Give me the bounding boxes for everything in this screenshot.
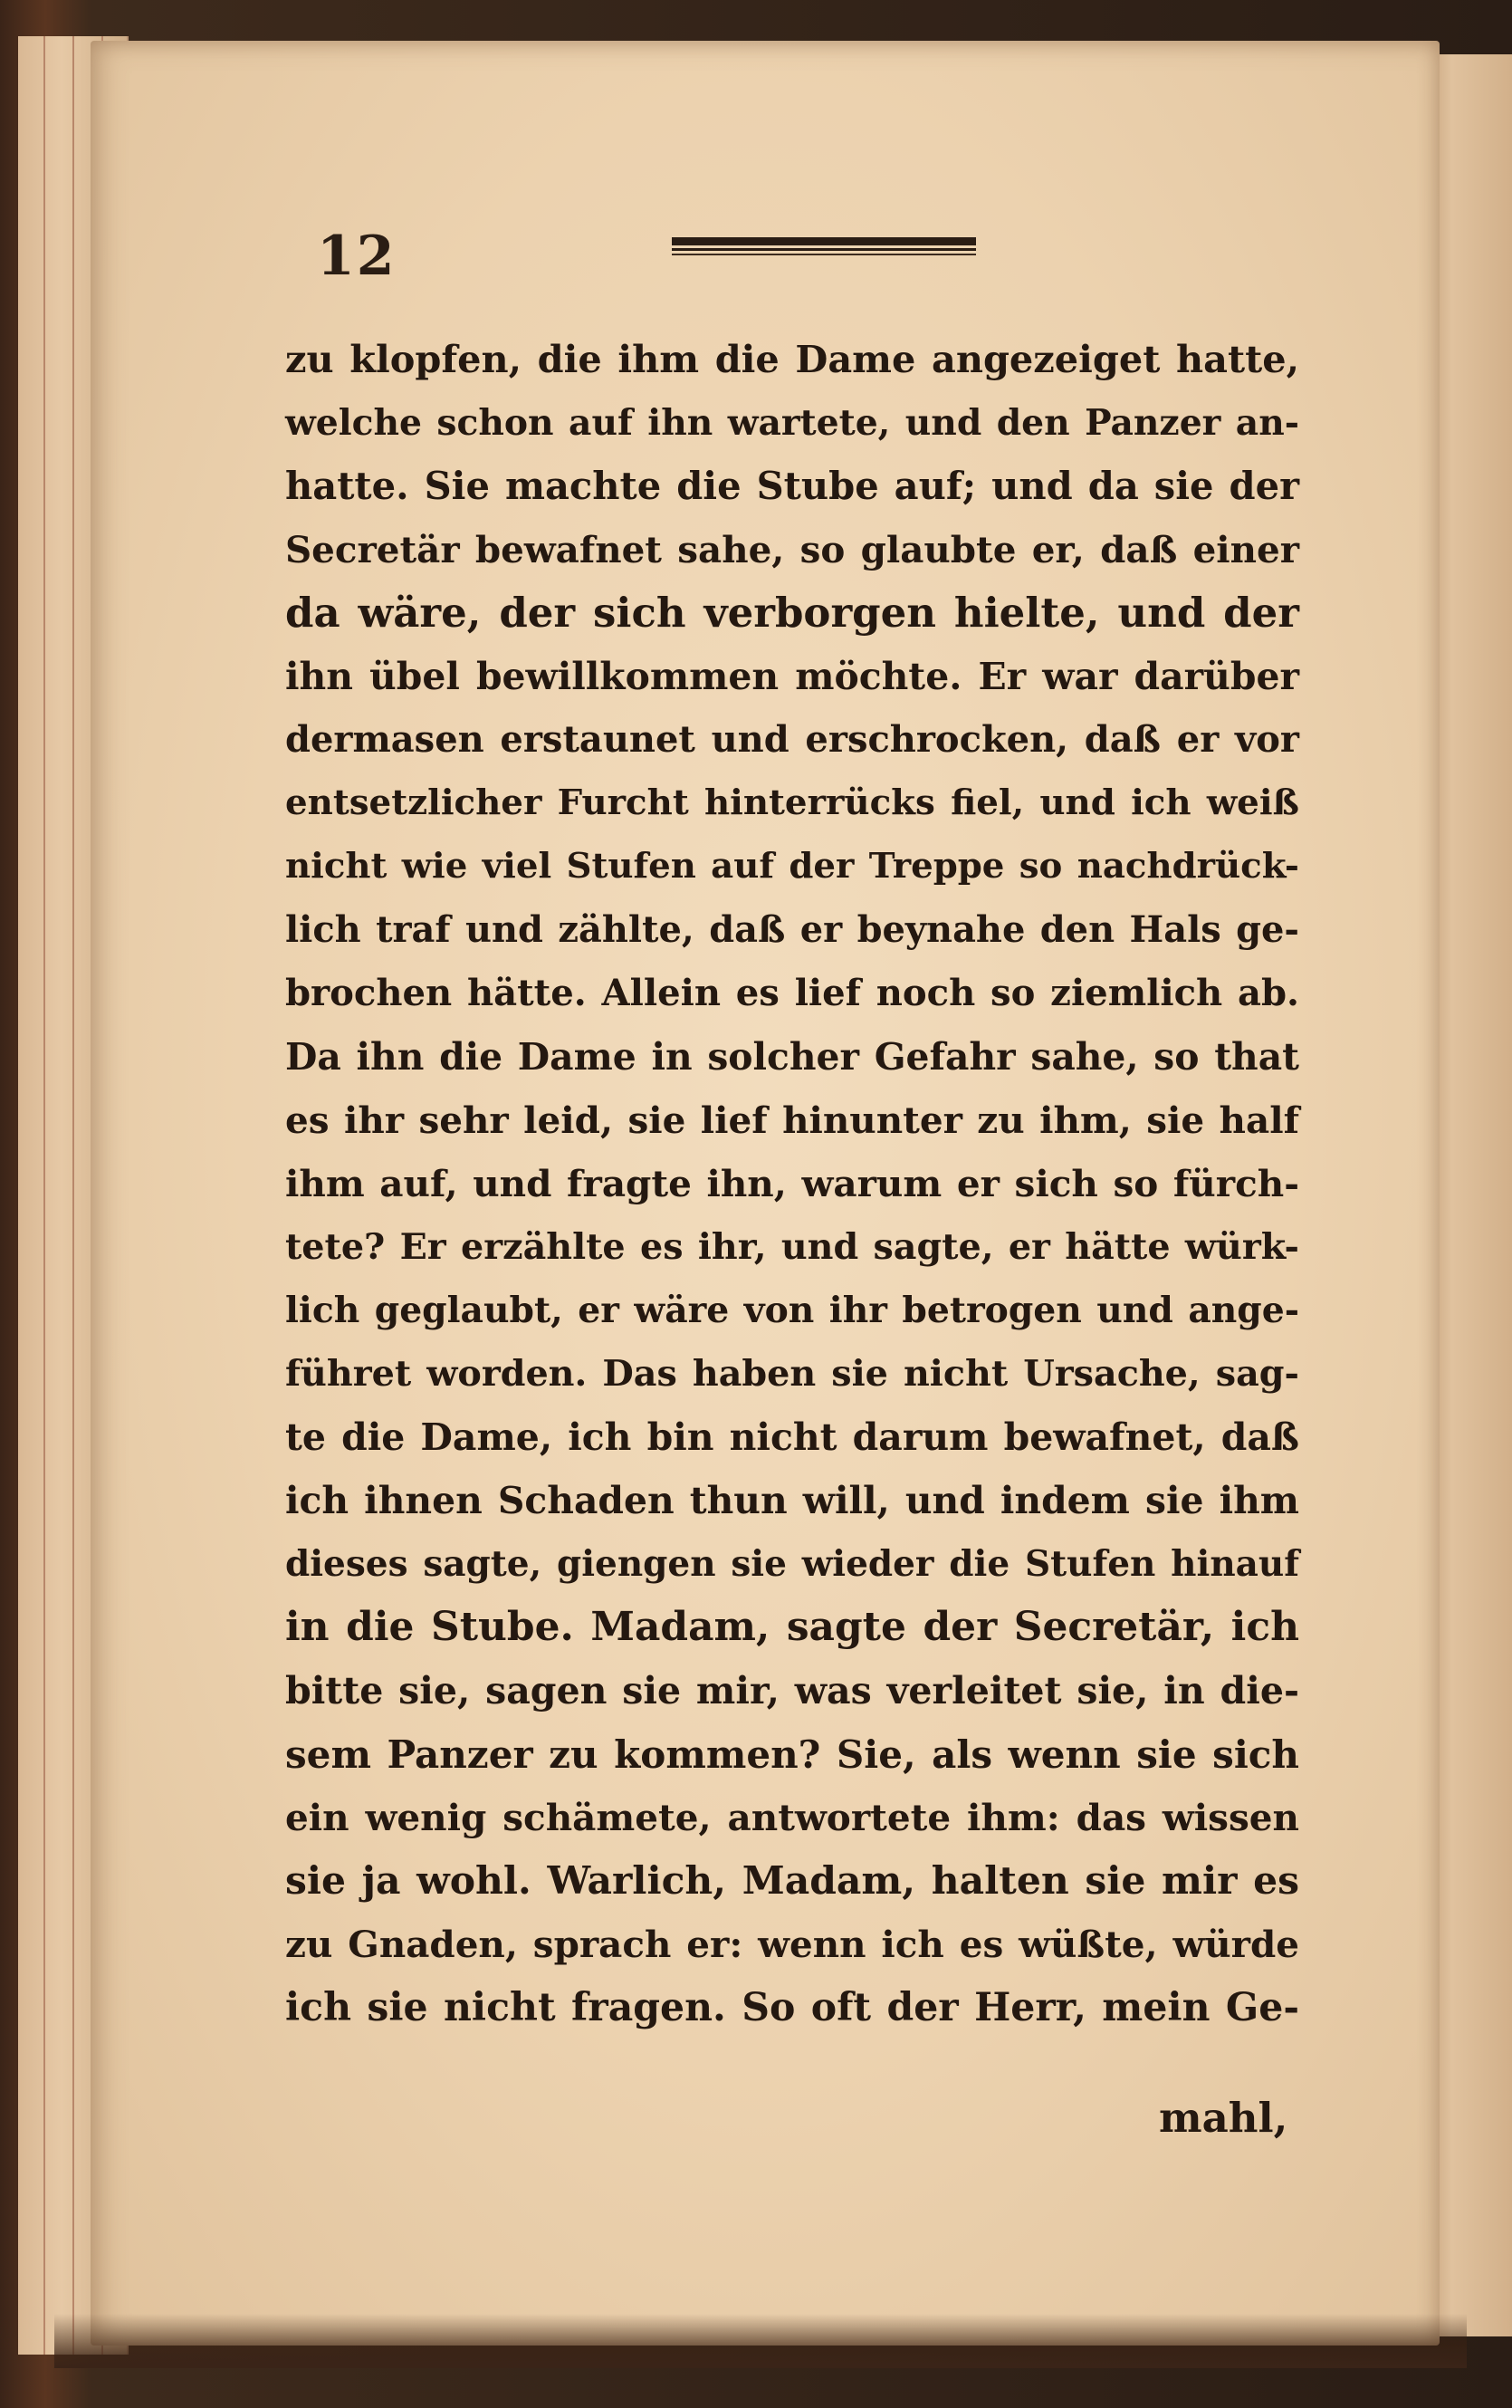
text-line: nicht wie viel Stufen auf der Treppe so nachdrück- <box>285 846 1299 887</box>
text-line: dermasen erstaunet und erschrocken, daß er vor <box>285 718 1299 761</box>
text-line: in die Stube. Madam, sagte der Secretär, ich <box>285 1604 1299 1650</box>
text-line: zu klopfen, die ihm die Dame angezeiget hatte, <box>285 337 1299 381</box>
text-line: lich traf und zählte, daß er beynahe den Hals ge- <box>285 909 1299 951</box>
page-number: 12 <box>317 225 397 288</box>
body-text <box>285 328 1299 2039</box>
text-line: te die Dame, ich bin nicht darum bewafnet, daß <box>285 1415 1299 1459</box>
text-line: ihn übel bewillkommen möchte. Er war darüber <box>285 655 1299 698</box>
text-line: sem Panzer zu kommen? Sie, als wenn sie sich <box>285 1732 1299 1777</box>
text-line: führet worden. Das haben sie nicht Ursache, sag- <box>285 1353 1299 1395</box>
text-line: ihm auf, und fragte ihn, warum er sich so fürch- <box>285 1162 1299 1205</box>
text-line: es ihr sehr leid, sie lief hinunter zu ihm, sie half <box>285 1098 1299 1142</box>
text-line: ein wenig schämete, antwortete ihm: das wissen <box>285 1796 1299 1839</box>
header-rule <box>672 237 976 257</box>
text-line: dieses sagte, giengen sie wieder die Stufen hinauf <box>285 1543 1299 1585</box>
text-line: welche schon auf ihn wartete, und den Panzer an- <box>285 402 1299 444</box>
text-line: ich sie nicht fragen. So oft der Herr, mein Ge- <box>285 1985 1299 2030</box>
text-line: brochen hätte. Allein es lief noch so ziemlich ab. <box>285 972 1299 1014</box>
bottom-shadow <box>54 2314 1467 2368</box>
text-line: sie ja wohl. Warlich, Madam, halten sie mir es <box>285 1858 1299 1904</box>
text-line: entsetzlicher Furcht hinterrücks fiel, und ich weiß <box>285 782 1299 823</box>
text-line: hatte. Sie machte die Stube auf; und da sie der <box>285 464 1299 508</box>
catchword: mahl, <box>1159 2094 1288 2142</box>
text-line: zu Gnaden, sprach er: wenn ich es wüßte, würde <box>285 1923 1299 1966</box>
text-line: lich geglaubt, er wäre von ihr betrogen und ange- <box>285 1290 1299 1331</box>
text-line: ich ihnen Schaden thun will, und indem sie ihm <box>285 1479 1299 1522</box>
text-line: tete? Er erzählte es ihr, und sagte, er hätte würk- <box>285 1226 1299 1268</box>
text-line: Da ihn die Dame in solcher Gefahr sahe, so that <box>285 1035 1299 1079</box>
text-line: Secretär bewafnet sahe, so glaubte er, daß einer <box>285 528 1299 571</box>
text-line: da wäre, der sich verborgen hielte, und der <box>285 589 1299 637</box>
text-line: bitte sie, sagen sie mir, was verleitet sie, in die- <box>285 1668 1299 1712</box>
